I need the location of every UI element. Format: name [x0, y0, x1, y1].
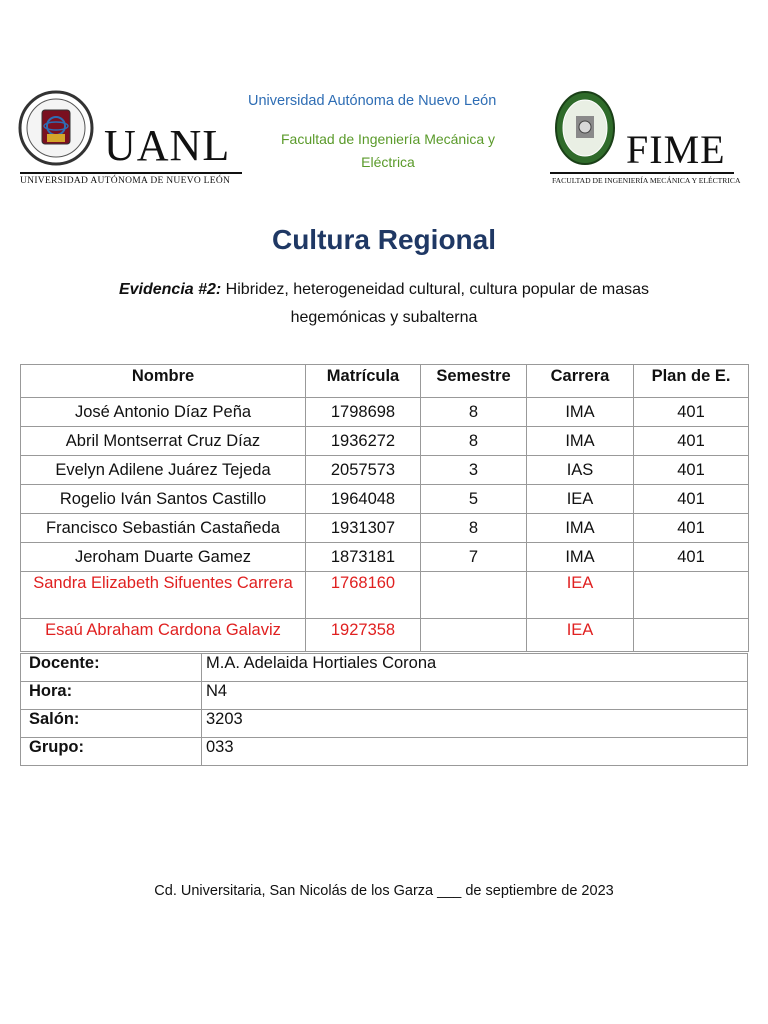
table-row	[21, 619, 749, 652]
cell-nombre: Abril Montserrat Cruz Díaz	[21, 427, 306, 456]
cell-matricula: 1936272	[306, 427, 421, 456]
cell-carrera: IMA	[527, 543, 634, 572]
cell-semestre: 5	[421, 485, 527, 514]
uanl-logo	[14, 90, 250, 190]
info-row-salon	[21, 710, 748, 738]
cell-nombre: Jeroham Duarte Gamez	[21, 543, 306, 572]
cell-nombre: Esaú Abraham Cardona Galaviz	[21, 619, 306, 652]
cell-plan: 401	[634, 427, 749, 456]
cell-nombre: Rogelio Iván Santos Castillo	[21, 485, 306, 514]
place-date-line: Cd. Universitaria, San Nicolás de los Garza ___ de septiembre de 2023	[154, 883, 614, 899]
info-row-grupo	[21, 738, 748, 766]
faculty-name: Facultad de Ingeniería Mecánica y Eléctrica	[280, 131, 495, 170]
cell-semestre: 8	[421, 427, 527, 456]
cell-semestre: 7	[421, 543, 527, 572]
header-nombre: Nombre	[21, 365, 306, 398]
header-semestre: Semestre	[421, 365, 527, 398]
fime-seal-icon	[554, 90, 616, 166]
cell-semestre: 8	[421, 398, 527, 427]
students-table	[20, 364, 749, 652]
table-row	[21, 572, 749, 619]
cell-plan: 401	[634, 485, 749, 514]
cell-semestre	[421, 619, 527, 652]
cell-matricula: 1873181	[306, 543, 421, 572]
cell-plan: 401	[634, 398, 749, 427]
table-row	[21, 514, 749, 543]
cell-nombre: Sandra Elizabeth Sifuentes Carrera	[21, 572, 306, 619]
cell-carrera: IMA	[527, 398, 634, 427]
cell-semestre	[421, 572, 527, 619]
info-row-docente	[21, 654, 748, 682]
cell-matricula: 1798698	[306, 398, 421, 427]
cell-plan	[634, 619, 749, 652]
cell-matricula: 2057573	[306, 456, 421, 485]
evidence-description	[96, 276, 672, 332]
document-title: Cultura Regional	[271, 224, 496, 255]
hora-label: Hora:	[21, 682, 202, 710]
docente-label: Docente:	[21, 654, 202, 682]
evidence-label: Evidencia #2:	[118, 281, 222, 298]
table-row	[21, 398, 749, 427]
grupo-value: 033	[202, 738, 748, 766]
docente-value: M.A. Adelaida Hortiales Corona	[202, 654, 748, 682]
university-name: Universidad Autónoma de Nuevo León	[248, 93, 497, 109]
table-row	[21, 485, 749, 514]
cell-carrera: IEA	[527, 572, 634, 619]
uanl-logo-subtitle: UNIVERSIDAD AUTÓNOMA DE NUEVO LEÓN	[20, 176, 231, 186]
cell-carrera: IAS	[527, 456, 634, 485]
cell-plan: 401	[634, 456, 749, 485]
cell-plan: 401	[634, 543, 749, 572]
cell-carrera: IMA	[527, 514, 634, 543]
cell-carrera: IEA	[527, 619, 634, 652]
document-header	[0, 0, 768, 200]
header-plan: Plan de E.	[634, 365, 749, 398]
fime-wordmark: FIME	[626, 127, 726, 172]
header-carrera: Carrera	[527, 365, 634, 398]
salon-value: 3203	[202, 710, 748, 738]
uanl-seal-icon	[14, 90, 98, 166]
salon-label: Salón:	[21, 710, 202, 738]
cell-plan	[634, 572, 749, 619]
cell-nombre: José Antonio Díaz Peña	[21, 398, 306, 427]
info-row-hora	[21, 682, 748, 710]
cell-semestre: 3	[421, 456, 527, 485]
uanl-divider	[20, 172, 242, 174]
fime-logo-subtitle: FACULTAD DE INGENIERÍA MECÁNICA Y ELÉCTRICA	[552, 176, 741, 185]
cell-matricula: 1768160	[306, 572, 421, 619]
header-matricula: Matrícula	[306, 365, 421, 398]
hora-value: N4	[202, 682, 748, 710]
grupo-label: Grupo:	[21, 738, 202, 766]
table-row	[21, 456, 749, 485]
uanl-wordmark: UANL	[104, 121, 231, 170]
cell-plan: 401	[634, 514, 749, 543]
cell-carrera: IMA	[527, 427, 634, 456]
cell-semestre: 8	[421, 514, 527, 543]
course-info-table	[20, 653, 748, 766]
cell-matricula: 1931307	[306, 514, 421, 543]
fime-divider	[550, 172, 734, 174]
table-row	[21, 543, 749, 572]
table-header-row	[21, 365, 749, 398]
evidence-text: Hibridez, heterogeneidad cultural, cultura popular de masas hegemónicas y subalterna	[221, 281, 650, 326]
cell-carrera: IEA	[527, 485, 634, 514]
fime-logo	[544, 90, 744, 190]
cell-nombre: Evelyn Adilene Juárez Tejeda	[21, 456, 306, 485]
cell-nombre: Francisco Sebastián Castañeda	[21, 514, 306, 543]
table-row	[21, 427, 749, 456]
cell-matricula: 1964048	[306, 485, 421, 514]
cell-matricula: 1927358	[306, 619, 421, 652]
